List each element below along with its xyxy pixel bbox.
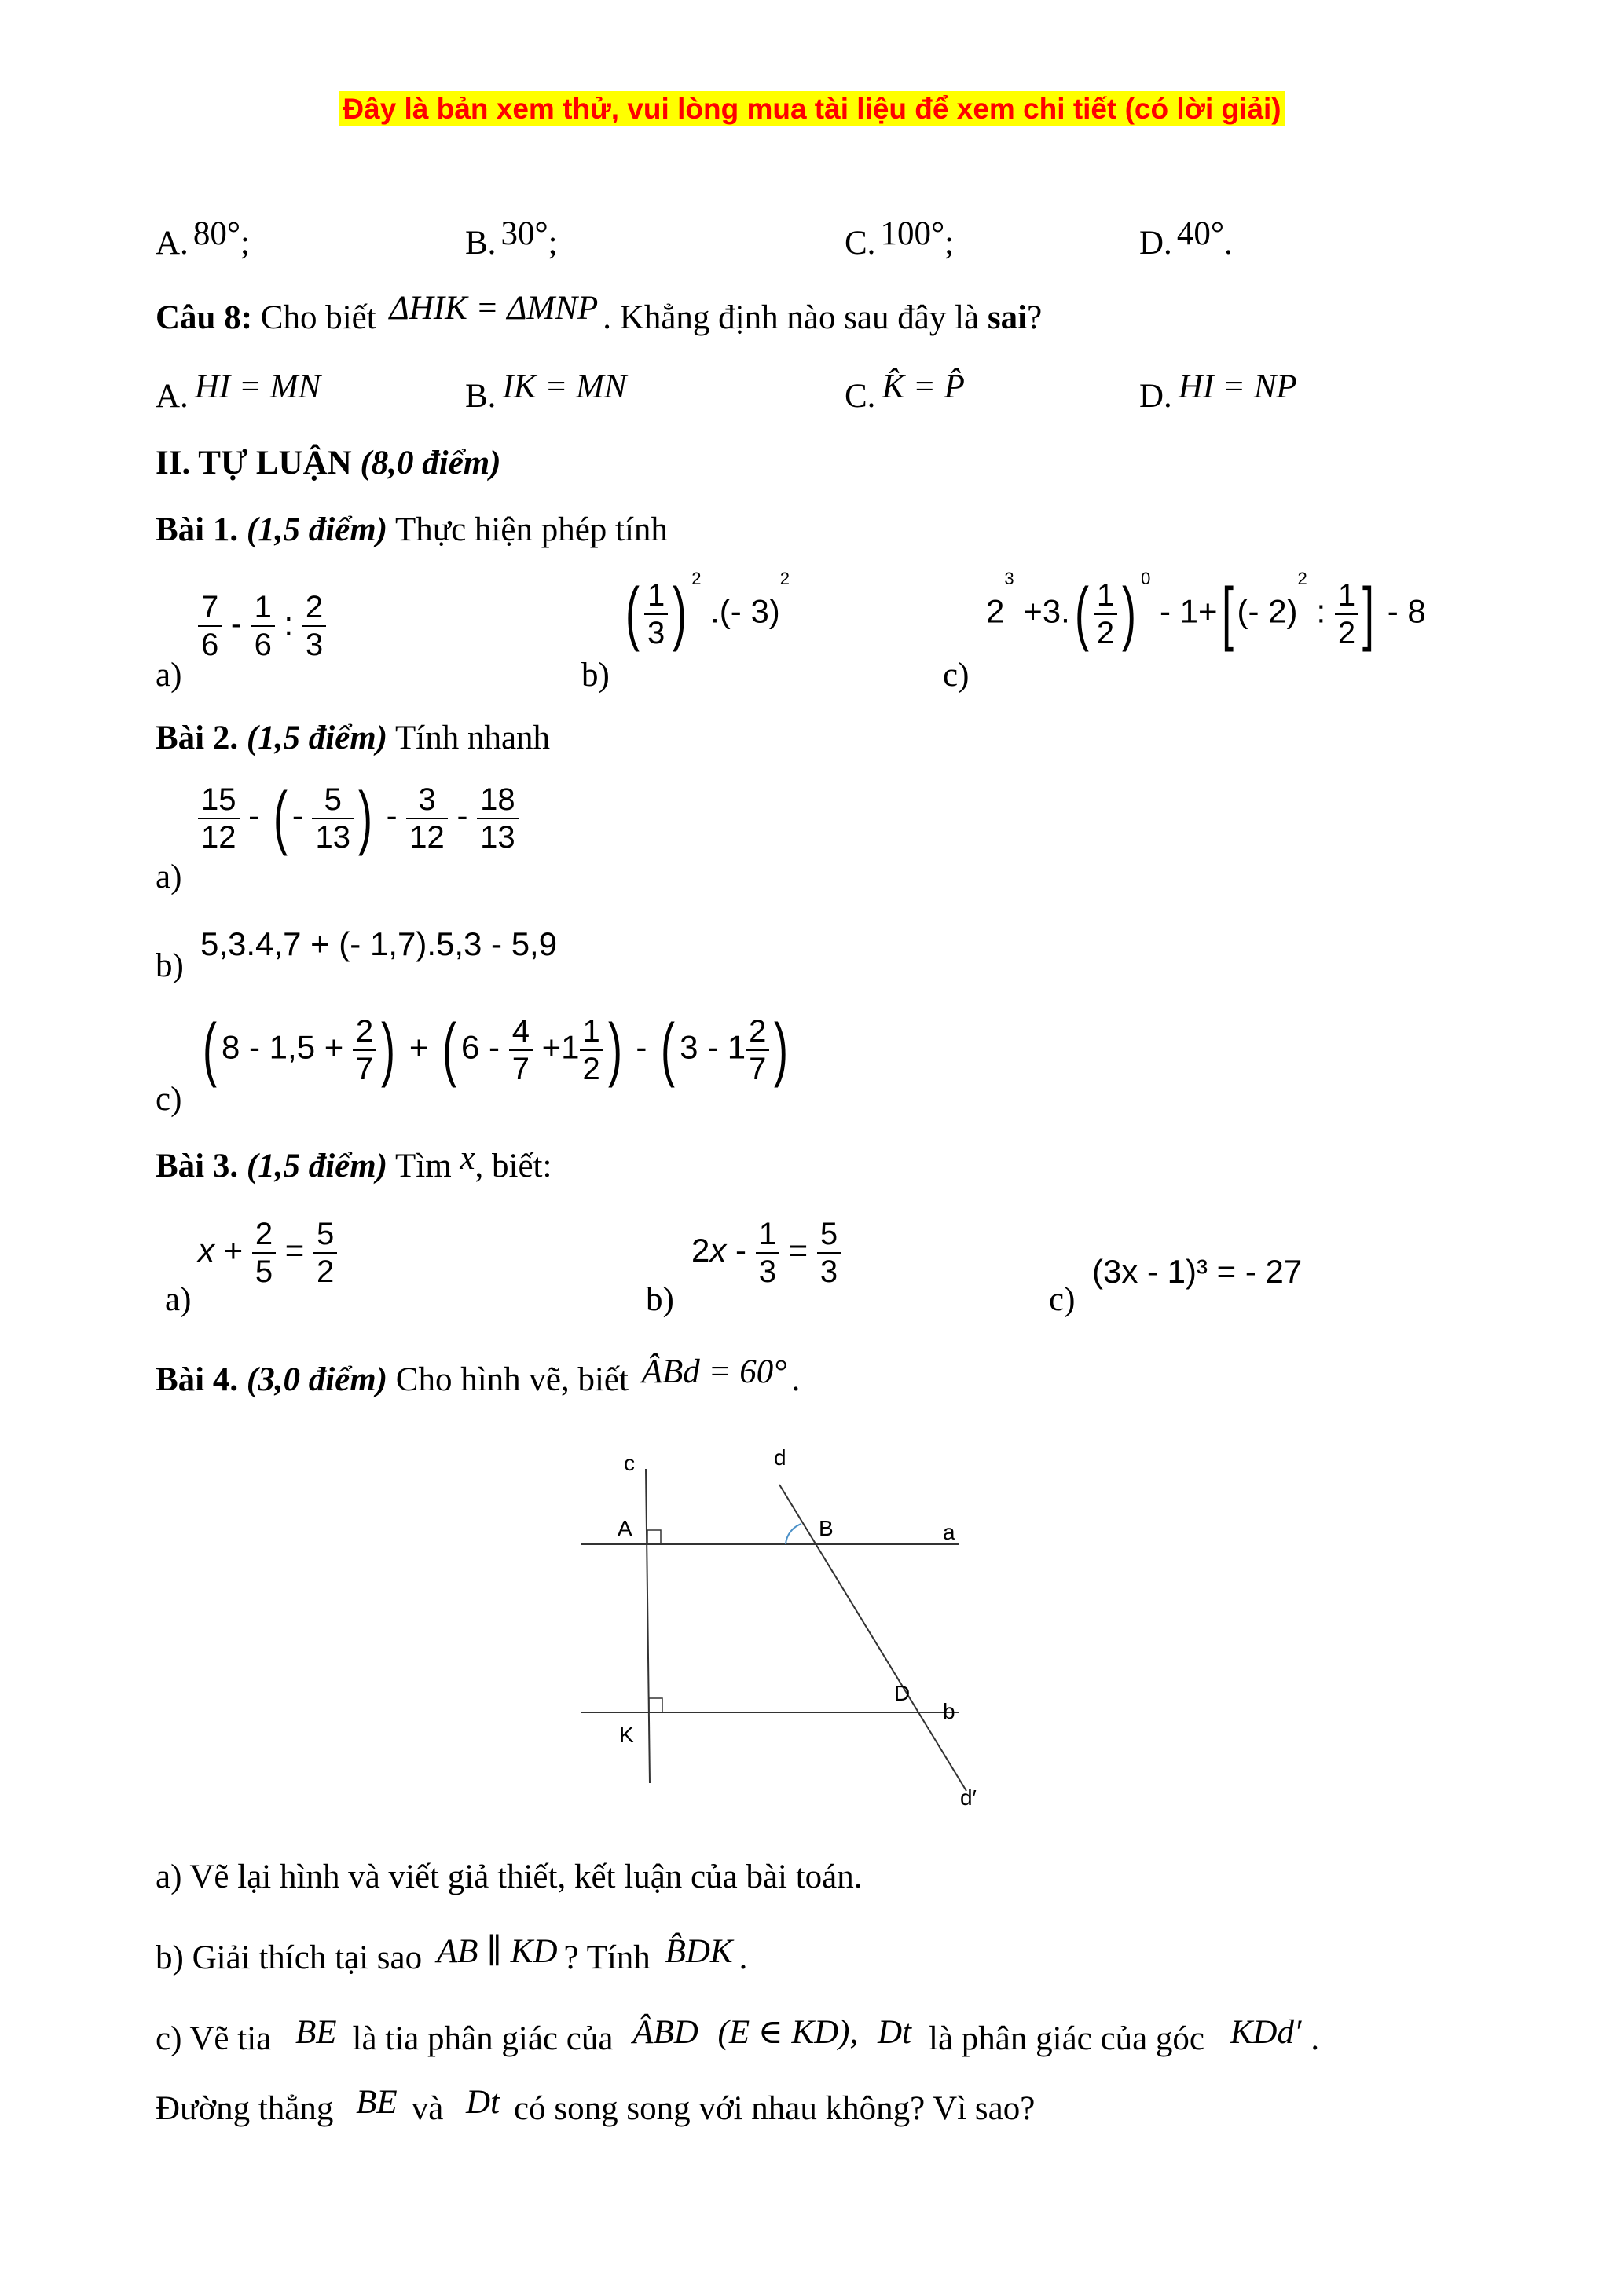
bai3-expr-b: 2x - $\frac{1}{3}$ = $\frac{5}{3}$ bbox=[691, 1216, 841, 1290]
bai1-label-a: a) bbox=[156, 657, 182, 694]
bai1-label-b: b) bbox=[581, 657, 610, 694]
label-a: a bbox=[943, 1520, 955, 1544]
bai4-part-c-continued: Đường thẳng BE và Dt có song song với nhau không? Vì sao? bbox=[156, 2084, 1036, 2127]
bai2-expr-c: ( 8 - 1,5 + $\frac{2}{7}$ ) + ( 6 - $\frac{4}{7}$ +1 $\frac{1}{2}$ ) - ( 3 - 1 $\frac{2}{7}$ ) bbox=[202, 1010, 789, 1089]
right-angle-k bbox=[649, 1698, 662, 1712]
line-d bbox=[779, 1485, 966, 1791]
q7-option-a: A. 80°; bbox=[156, 215, 250, 262]
bai2-expr-b: 5,3.4,7 + (- 1,7).5,3 - 5,9 bbox=[200, 925, 558, 962]
preview-banner: Đây là bản xem thử, vui lòng mua tài liệu để xem chi tiết (có lời giải) bbox=[0, 93, 1624, 126]
label-d-prime: d′ bbox=[960, 1785, 977, 1810]
bai4-part-a: a) Vẽ lại hình và viết giả thiết, kết luận của bài toán. bbox=[156, 1858, 863, 1895]
angle-abd-arc bbox=[786, 1524, 801, 1544]
label-c: c bbox=[624, 1451, 635, 1475]
line-c bbox=[646, 1469, 650, 1783]
bai3-label-b: b) bbox=[646, 1281, 674, 1318]
q8-option-b: B. IK = MN bbox=[465, 368, 627, 415]
label-D: D bbox=[894, 1681, 911, 1705]
bai1-expr-b: ( $\frac{1}{3}$ ) $^2$ .(- 3)$^2$ bbox=[625, 569, 790, 653]
section-title: II. TỰ LUẬN (8,0 điểm) bbox=[156, 445, 501, 482]
bai3-expr-a: x + $\frac{2}{5}$ = $\frac{5}{2}$ bbox=[198, 1216, 337, 1290]
bai1-expr-c: $2^3 +3$.( $\frac{1}{2}$ ) $^0$ - 1+[ (- 2)$^2$ : $\frac{1}{2}$ ] - 8 bbox=[986, 569, 1426, 653]
bai3-label-c: c) bbox=[1049, 1281, 1076, 1318]
bai1-label-c: c) bbox=[943, 657, 970, 694]
bai3-heading: Bài 3. (1,5 điểm) Tìm x, biết: bbox=[156, 1140, 552, 1185]
bai2-label-a: a) bbox=[156, 859, 182, 895]
bai2-expr-a: $\frac{15}{12}$ - ( - $\frac{5}{13}$ ) - $\frac{3}{12}$ - $\frac{18}{13}$ bbox=[198, 778, 519, 859]
bai2-label-c: c) bbox=[156, 1081, 182, 1118]
geometry-figure bbox=[566, 1445, 1037, 1822]
label-B: B bbox=[819, 1516, 834, 1540]
q8-option-d: D. HI = NP bbox=[1139, 368, 1297, 415]
label-b: b bbox=[943, 1699, 955, 1723]
bai1-expr-a: $\frac{7}{6}$ - $\frac{1}{6}$ : $\frac{2}{3}$ bbox=[198, 589, 326, 663]
label-K: K bbox=[619, 1723, 634, 1747]
q8-option-c: C. K̂ = P̂ bbox=[845, 368, 965, 415]
bai2-heading: Bài 2. (1,5 điểm) Tính nhanh bbox=[156, 720, 551, 756]
bai1-heading: Bài 1. (1,5 điểm) Thực hiện phép tính bbox=[156, 511, 668, 548]
label-A: A bbox=[618, 1516, 632, 1540]
bai3-label-a: a) bbox=[165, 1281, 192, 1318]
right-angle-a bbox=[647, 1530, 661, 1544]
bai4-part-b: b) Giải thích tại sao AB ∥ KD ? Tính B̂DK . bbox=[156, 1933, 748, 1976]
bai4-part-c: c) Vẽ tia BE là tia phân giác của ÂBD (E ∈ KD), Dt là phân giác của góc KDd′ . bbox=[156, 2014, 1320, 2057]
bai2-label-b: b) bbox=[156, 947, 184, 984]
q7-option-d: D. 40°. bbox=[1139, 215, 1233, 262]
q8-option-a: A. HI = MN bbox=[156, 368, 321, 415]
q7-option-b: B. 30°; bbox=[465, 215, 558, 262]
bai4-heading: Bài 4. (3,0 điểm) Cho hình vẽ, biết ÂBd = 60° . bbox=[156, 1353, 801, 1398]
bai3-expr-c: (3x - 1)³ = - 27 bbox=[1092, 1253, 1303, 1290]
q7-option-c: C. 100°; bbox=[845, 215, 955, 262]
q8-question: Câu 8: Cho biết ΔHIK = ΔMNP . Khẳng định nào sau đây là sai? bbox=[156, 290, 1043, 336]
label-d: d bbox=[774, 1445, 786, 1470]
